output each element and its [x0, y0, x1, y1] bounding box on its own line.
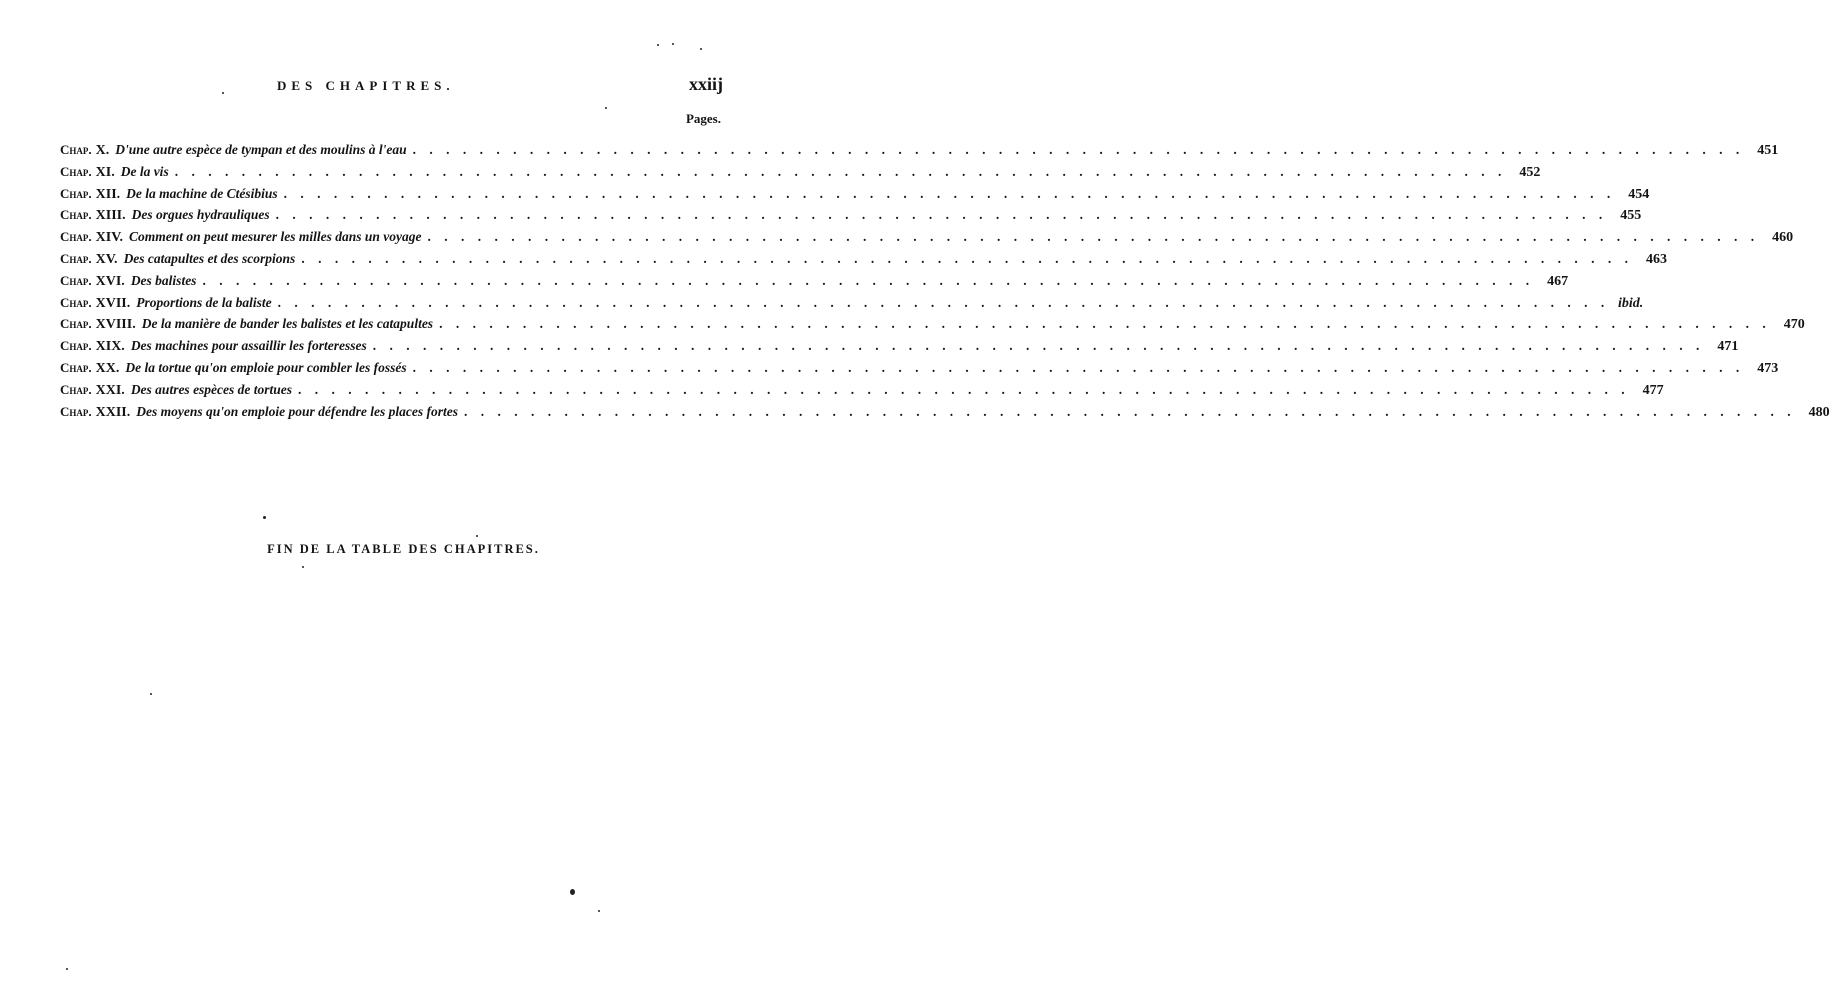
- chapter-title: De la manière de bander les balistes et les catapultes: [141, 316, 434, 332]
- ink-speck: [150, 693, 152, 695]
- ink-speck: [263, 516, 266, 519]
- ink-speck: [476, 535, 478, 537]
- chapter-title: Des autres espèces de tortues: [130, 381, 293, 397]
- chapter-title: Des balistes: [130, 272, 197, 288]
- toc-entry: [60, 142, 1779, 164]
- chapter-title: Comment on peut mesurer les milles dans un voyage: [129, 229, 422, 245]
- dot-leader: . . . . . . . . . . . . . . . . . . . . . . . . . . . . . . . . . . . . . . . . . . . . . . . . . . . . . . . . . . . . . . . . . . . . . . . . . . . . . . . .: [283, 185, 1616, 201]
- dot-leader: . . . . . . . . . . . . . . . . . . . . . . . . . . . . . . . . . . . . . . . . . . . . . . . . . . . . . . . . . . . . . . . . . . . . . . . . . . . . . . . .: [439, 316, 1771, 332]
- dot-leader: . . . . . . . . . . . . . . . . . . . . . . . . . . . . . . . . . . . . . . . . . . . . . . . . . . . . . . . . . . . . . . . . . . . . . . . . . . . . . . . .: [174, 163, 1507, 179]
- ink-speck: [570, 889, 575, 895]
- end-of-table-note: FIN DE LA TABLE DES CHAPITRES.: [267, 542, 540, 556]
- toc-entry: [60, 316, 1805, 338]
- chapter-page: 460: [1772, 230, 1794, 246]
- chapter-page: 454: [1628, 186, 1650, 202]
- chapter-prefix: Chap.: [60, 294, 92, 310]
- toc-entry: [60, 250, 1667, 273]
- ink-speck: [222, 92, 224, 94]
- toc-entry: [60, 381, 1664, 404]
- dot-leader: . . . . . . . . . . . . . . . . . . . . . . . . . . . . . . . . . . . . . . . . . . . . . . . . . . . . . . . . . . . . . . . . . . . . . . . . . . . . . . . .: [464, 403, 1796, 419]
- toc-entry: [60, 359, 1779, 382]
- chapter-number: XIX.: [95, 339, 125, 355]
- chapter-page: 470: [1783, 317, 1805, 333]
- chapter-number: XII.: [95, 186, 121, 202]
- chapter-page: 452: [1519, 164, 1541, 180]
- chapter-number: XI.: [95, 164, 115, 180]
- chapter-number: XX.: [95, 360, 120, 376]
- toc-entry: [60, 403, 1830, 426]
- chapter-page: ibid.: [1618, 295, 1644, 311]
- toc-entry: [60, 207, 1642, 229]
- chapter-prefix: Chap.: [60, 250, 92, 266]
- dot-leader: . . . . . . . . . . . . . . . . . . . . . . . . . . . . . . . . . . . . . . . . . . . . . . . . . . . . . . . . . . . . . . . . . . . . . . . . . . . . . . . .: [427, 229, 1760, 245]
- ink-speck: [302, 566, 304, 568]
- chapter-number: XVI.: [95, 273, 125, 289]
- dot-leader: . . . . . . . . . . . . . . . . . . . . . . . . . . . . . . . . . . . . . . . . . . . . . . . . . . . . . . . . . . . . . . . . . . . . . . . . . . . . . . . .: [298, 381, 1630, 397]
- chapter-prefix: Chap.: [60, 381, 92, 397]
- dot-leader: . . . . . . . . . . . . . . . . . . . . . . . . . . . . . . . . . . . . . . . . . . . . . . . . . . . . . . . . . . . . . . . . . . . . . . . . . . . . . . . .: [202, 272, 1535, 288]
- chapter-prefix: Chap.: [60, 403, 92, 419]
- chapter-page: 467: [1547, 273, 1569, 289]
- chapter-number: XIII.: [95, 208, 126, 224]
- chapter-title: De la vis: [120, 163, 169, 179]
- chapter-prefix: Chap.: [60, 229, 92, 245]
- dot-leader: . . . . . . . . . . . . . . . . . . . . . . . . . . . . . . . . . . . . . . . . . . . . . . . . . . . . . . . . . . . . . . . . . . . . . . . . . . . . . . . .: [412, 359, 1745, 375]
- dot-leader: . . . . . . . . . . . . . . . . . . . . . . . . . . . . . . . . . . . . . . . . . . . . . . . . . . . . . . . . . . . . . . . . . . . . . . . . . . . . . . . .: [301, 250, 1633, 266]
- chapter-title: Des machines pour assaillir les forteresses: [130, 338, 367, 354]
- chapter-prefix: Chap.: [60, 359, 92, 375]
- toc-entry: [60, 229, 1794, 251]
- ink-speck: [672, 43, 674, 45]
- chapter-prefix: Chap.: [60, 207, 92, 223]
- dot-leader: . . . . . . . . . . . . . . . . . . . . . . . . . . . . . . . . . . . . . . . . . . . . . . . . . . . . . . . . . . . . . . . . . . . . . . . . . . . . . . . .: [275, 207, 1608, 223]
- chapter-number: XXI.: [95, 382, 125, 398]
- toc-entry: [60, 338, 1739, 360]
- running-title: DES CHAPITRES.: [277, 78, 455, 93]
- chapter-number: X.: [95, 143, 110, 158]
- chapter-number: XV.: [95, 251, 118, 267]
- toc-entry: [60, 294, 1644, 317]
- ink-speck: [605, 107, 607, 109]
- pages-column-label: Pages.: [685, 111, 721, 126]
- chapter-title: Des moyens qu'on emploie pour défendre les places fortes: [136, 403, 458, 419]
- dot-leader: . . . . . . . . . . . . . . . . . . . . . . . . . . . . . . . . . . . . . . . . . . . . . . . . . . . . . . . . . . . . . . . . . . . . . . . . . . . . . . . .: [412, 142, 1745, 157]
- ink-speck: [657, 44, 659, 46]
- chapter-page: 480: [1808, 404, 1830, 420]
- chapter-number: XIV.: [95, 230, 124, 246]
- chapter-number: XVII.: [95, 295, 131, 311]
- dot-leader: . . . . . . . . . . . . . . . . . . . . . . . . . . . . . . . . . . . . . . . . . . . . . . . . . . . . . . . . . . . . . . . . . . . . . . . . . . . . . . . .: [277, 294, 1610, 310]
- dot-leader: . . . . . . . . . . . . . . . . . . . . . . . . . . . . . . . . . . . . . . . . . . . . . . . . . . . . . . . . . . . . . . . . . . . . . . . . . . . . . . . .: [372, 338, 1705, 354]
- chapter-prefix: Chap.: [60, 272, 92, 288]
- chapter-page: 455: [1620, 208, 1642, 224]
- ink-speck: [598, 910, 600, 912]
- ink-speck: [700, 48, 702, 50]
- chapter-page: 473: [1757, 360, 1779, 376]
- chapter-prefix: Chap.: [60, 316, 92, 332]
- chapter-title: Des catapultes et des scorpions: [123, 250, 296, 266]
- chapter-prefix: Chap.: [60, 142, 92, 157]
- toc-entry: [60, 185, 1650, 208]
- chapter-title: De la tortue qu'on emploie pour combler les fossés: [125, 359, 407, 375]
- chapter-title: De la machine de Ctésibius: [126, 185, 278, 201]
- chapter-page: 477: [1642, 382, 1664, 398]
- chapter-number: XXII.: [95, 404, 131, 420]
- chapter-page: 463: [1645, 251, 1667, 267]
- table-of-contents: [60, 142, 1830, 425]
- toc-entry: [60, 163, 1541, 186]
- chapter-title: D'une autre espèce de tympan et des moulins à l'eau: [115, 142, 407, 157]
- chapter-title: Des orgues hydrauliques: [131, 207, 270, 223]
- ink-speck: [66, 968, 68, 970]
- chapter-page: 451: [1757, 143, 1779, 158]
- toc-entry: [60, 272, 1569, 295]
- chapter-prefix: Chap.: [60, 338, 92, 354]
- chapter-prefix: Chap.: [60, 163, 92, 179]
- chapter-prefix: Chap.: [60, 185, 92, 201]
- chapter-page: 471: [1717, 339, 1739, 355]
- page-number: xxiij: [689, 74, 723, 94]
- chapter-title: Proportions de la baliste: [136, 294, 272, 310]
- chapter-number: XVIII.: [95, 317, 136, 333]
